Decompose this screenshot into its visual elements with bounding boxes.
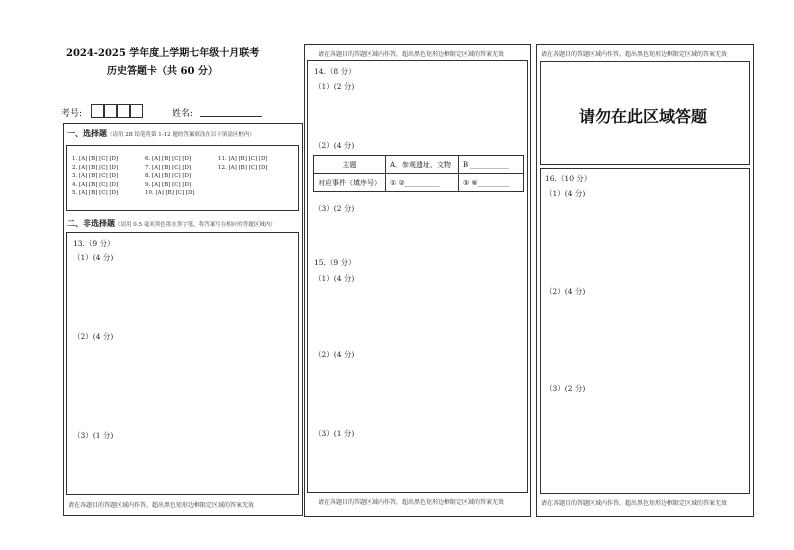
q13-answer-area[interactable] <box>66 232 299 495</box>
section2-title: 二、非选择题 <box>67 218 115 228</box>
no-answer-text: 请勿在此区域答题 <box>579 107 708 126</box>
choice-row-7[interactable]: 7. [A] [B] [C] [D] <box>145 164 192 171</box>
q13-part3: （3）(1 分) <box>73 431 114 440</box>
q14-table-theme-a: A．参观遗址、文物 <box>386 156 459 174</box>
q16-part1: （1）(4 分) <box>545 189 586 198</box>
exam-number-box-3[interactable] <box>117 104 130 118</box>
q16-title: 16.（10 分） <box>545 174 592 183</box>
choice-column-1[interactable] <box>72 155 118 198</box>
name-label: 姓名: <box>172 109 194 119</box>
q14-table-theme-b[interactable]: B ___________ <box>459 156 524 174</box>
q13-part1: （1）(4 分) <box>73 253 114 262</box>
q14-part3: （3）(2 分) <box>314 204 355 213</box>
choice-row-6[interactable]: 6. [A] [B] [C] [D] <box>145 156 192 162</box>
q14-table-event-b[interactable]: ⑤ ⑥_________ <box>459 174 524 192</box>
q14-title: 14.（8 分） <box>314 67 356 76</box>
choice-column-3[interactable] <box>218 155 268 172</box>
exam-number-box-1[interactable] <box>91 104 104 118</box>
middle-bottom-notice: 请在各题目的答题区域内作答，超出黑色矩形边框限定区域的答案无效 <box>318 499 505 506</box>
q14-table <box>313 155 524 192</box>
q15-title: 15.（9 分） <box>314 258 356 267</box>
choice-row-12[interactable]: 12. [A] [B] [C] [D] <box>218 164 268 171</box>
choice-row-5[interactable]: 5. [A] [B] [C] [D] <box>72 190 119 197</box>
q15-part1: （1）(4 分) <box>314 274 355 283</box>
choice-row-9[interactable]: 9. [A] [B] [C] [D] <box>145 181 192 188</box>
choice-row-8[interactable]: 8. [A] [B] [C] [D] <box>145 173 192 180</box>
right-bottom-notice: 请在各题目的答题区域内作答，超出黑色矩形边框限定区域的答案无效 <box>541 500 728 507</box>
exam-number-box-2[interactable] <box>104 104 117 118</box>
exam-number-label: 考号: <box>61 109 83 119</box>
middle-top-notice: 请在各题目的答题区域内作答，超出黑色矩形边框限定区域的答案无效 <box>318 51 505 58</box>
section1-header <box>67 128 255 139</box>
exam-number-box-4[interactable] <box>130 104 143 118</box>
q16-part2: （2）(4 分) <box>545 287 586 296</box>
card-title: 历史答题卡（共 60 分） <box>107 66 218 77</box>
choice-row-11[interactable]: 11. [A] [B] [C] [D] <box>218 156 268 162</box>
choice-row-10[interactable]: 10. [A] [B] [C] [D] <box>145 190 195 197</box>
q13-title: 13.（9 分） <box>73 239 115 248</box>
q13-part2: （2）(4 分) <box>73 332 114 341</box>
choice-row-2[interactable]: 2. [A] [B] [C] [D] <box>72 164 119 171</box>
choice-column-2[interactable] <box>145 155 195 198</box>
q16-part3: （3）(2 分) <box>545 384 586 393</box>
choice-row-4[interactable]: 4. [A] [B] [C] [D] <box>72 181 119 188</box>
q14-part2: （2）(4 分) <box>314 141 355 150</box>
q15-part3: （3）(1 分) <box>314 429 355 438</box>
section2-note: （请用 0.5 毫米黑色墨水签字笔，将答案写在相应的答题区域内） <box>115 222 276 228</box>
left-bottom-notice: 请在各题目的答题区域内作答，超出黑色矩形边框限定区域的答案无效 <box>68 502 255 509</box>
section2-header <box>67 218 276 229</box>
section1-title: 一、选择题 <box>67 128 107 138</box>
q15-part2: （2）(4 分) <box>314 350 355 359</box>
q14-part1: （1）(2 分) <box>314 82 355 91</box>
q14-table-header-theme: 主题 <box>314 156 386 174</box>
section1-note: （请用 2B 铅笔将第 1-12 题的答案填涂在以下填涂区框内） <box>107 132 255 138</box>
exam-title: 2024-2025 学年度上学期七年级十月联考 <box>66 48 260 59</box>
q14-table-event-a[interactable]: ① ②__________ <box>386 174 459 192</box>
choice-row-1[interactable]: 1. [A] [B] [C] [D] <box>72 156 119 162</box>
name-field[interactable] <box>200 116 262 117</box>
q14-table-header-event: 对应事件（填序号） <box>314 174 386 192</box>
right-top-notice: 请在各题目的答题区域内作答，超出黑色矩形边框限定区域的答案无效 <box>541 51 728 58</box>
q16-answer-area[interactable] <box>540 168 750 494</box>
choice-row-3[interactable]: 3. [A] [B] [C] [D] <box>72 173 119 180</box>
